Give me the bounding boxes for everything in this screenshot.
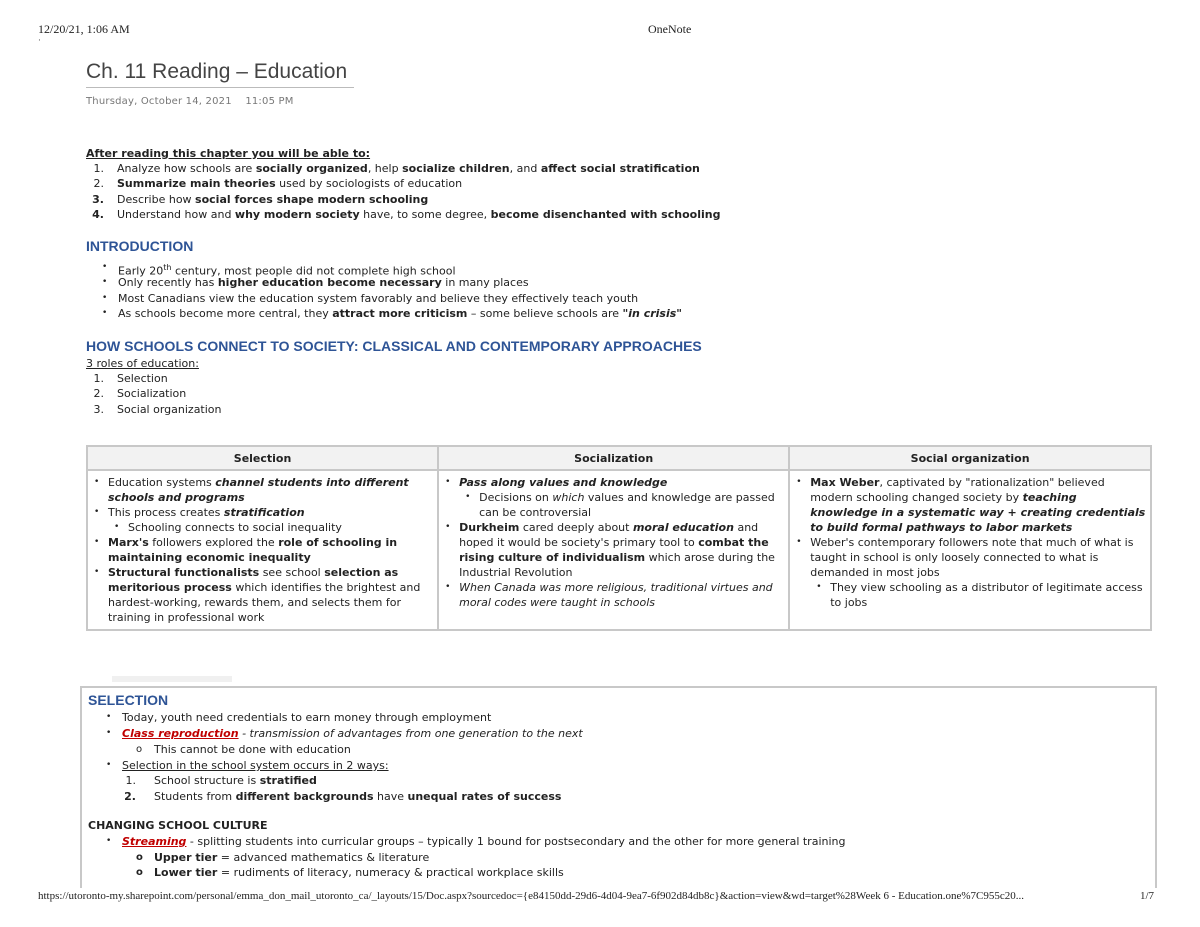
table-row — [87, 470, 1151, 630]
bullet-icon: • — [94, 567, 100, 577]
table-cell-segment: This process creates — [108, 506, 224, 519]
objective-segment: become disenchanted with schooling — [490, 207, 721, 221]
table-cell-segment: combat the rising culture of individualism — [459, 536, 769, 564]
introduction-segment: th — [163, 263, 172, 272]
introduction-heading: INTRODUCTION — [86, 238, 194, 254]
table-cell-segment: They view schooling as a distributor of legitimate access to jobs — [830, 581, 1143, 609]
streaming-term: Streaming — [122, 835, 187, 848]
table-cell-segment: Decisions on — [479, 491, 553, 504]
table-cell-item — [445, 580, 784, 610]
table-cell-segment: channel students into different schools and programs — [108, 476, 409, 504]
objective-segment: social forces shape modern schooling — [195, 192, 429, 206]
role-number: 1. — [93, 372, 104, 385]
objective-number: 3. — [92, 192, 104, 206]
table-cell-selection — [87, 470, 438, 630]
table-cell-segment: moral education — [632, 521, 734, 534]
introduction-segment: in many places — [441, 276, 529, 290]
bullet-icon: • — [94, 477, 100, 487]
roles-table — [86, 445, 1152, 631]
class-reproduction-term: Class reproduction — [122, 727, 239, 740]
objectives-heading: After reading this chapter you will be able to: — [86, 147, 371, 160]
bullet-icon: • — [102, 292, 108, 303]
table-cell-segment: selection as meritorious process — [108, 566, 399, 594]
role-text: Selection — [117, 372, 168, 385]
selection-way-text — [154, 773, 317, 788]
table-cell-segment: which identifies the brightest and hardest-working, rewards them, and selects them for training in professional work — [108, 581, 421, 624]
selection-way-segment: School structure is — [154, 774, 260, 787]
bullet-icon: • — [94, 507, 100, 517]
objective-text — [117, 207, 720, 222]
bullet-icon: • — [816, 582, 822, 592]
section-divider — [112, 676, 232, 682]
objective-segment: Describe how — [117, 192, 196, 206]
upper-tier-def: = advanced mathematics & literature — [217, 851, 430, 864]
objective-text — [117, 176, 462, 191]
table-cell-socialization — [438, 470, 789, 630]
table-cell-item — [94, 520, 433, 535]
bullet-icon: • — [102, 262, 108, 272]
role-text: Social organization — [117, 402, 222, 416]
objective-segment: used by sociologists of education — [275, 177, 463, 191]
selection-bullet-1-text: Today, youth need credentials to earn money through employment — [122, 711, 492, 724]
table-cell-item — [94, 535, 433, 565]
table-cell-segment: Structural functionalists — [108, 566, 260, 579]
selection-sub-bullet-text: This cannot be done with education — [154, 743, 351, 756]
table-cell-segment: Max Weber — [810, 476, 880, 489]
objective-segment: why modern society — [234, 207, 360, 221]
selection-way-segment: different backgrounds — [235, 789, 374, 803]
table-cell-item — [445, 490, 784, 520]
table-cell-item — [94, 505, 433, 520]
bullet-icon: • — [102, 307, 108, 318]
upper-tier-term: Upper tier — [154, 851, 218, 864]
table-cell-segment: values and knowledge are passed can be controversial — [479, 491, 775, 519]
objective-segment: socially organized — [255, 162, 368, 175]
table-cell-item — [445, 520, 784, 580]
roles-label: 3 roles of education: — [86, 357, 199, 370]
print-footer-page: 1/7 — [1140, 890, 1155, 902]
table-cell-segment: Marx's — [108, 536, 149, 549]
table-cell-segment: see school — [259, 566, 325, 579]
lower-tier-term: Lower tier — [154, 866, 218, 879]
bullet-icon: • — [94, 537, 100, 547]
selection-way-segment: unequal rates of success — [407, 789, 562, 803]
table-cell-item — [94, 475, 433, 505]
objective-number: 1. — [93, 162, 104, 175]
bullet-icon: • — [465, 492, 471, 502]
bullet-icon: • — [445, 582, 451, 592]
introduction-text — [118, 275, 529, 290]
page-mark: · — [38, 36, 41, 46]
objective-segment: have, to some degree, — [359, 207, 491, 221]
page-time: 11:05 PM — [245, 96, 294, 107]
selection-way-segment: Students from — [154, 789, 236, 803]
role-number: 3. — [93, 402, 104, 416]
introduction-segment: As schools become more central, they — [118, 306, 333, 320]
table-cell-segment: role of schooling in maintaining economic inequality — [108, 536, 398, 564]
table-cell-item — [796, 475, 1146, 535]
table-cell-item — [94, 565, 433, 625]
introduction-segment: century, most people did not complete high school — [171, 264, 456, 278]
streaming-def: - splitting students into curricular groups – typically 1 bound for postsecondary and the other for more general training — [186, 835, 846, 848]
table-cell-item — [445, 475, 784, 490]
objective-segment: Analyze how schools are — [117, 162, 256, 175]
table-cell-item — [796, 580, 1146, 610]
objective-number: 4. — [92, 207, 104, 221]
selection-way-text — [154, 789, 561, 804]
selection-way-segment: have — [373, 789, 408, 803]
introduction-segment: "in crisis" — [622, 306, 683, 320]
objective-segment: socialize children — [402, 162, 510, 175]
selection-way-number: 2. — [124, 789, 136, 803]
objective-segment: , and — [509, 162, 541, 175]
class-reproduction-def: - transmission of advantages from one generation to the next — [238, 727, 583, 740]
objective-segment: , help — [367, 162, 403, 175]
bullet-icon: • — [445, 477, 451, 487]
objective-text — [117, 161, 700, 176]
selection-way-segment: stratified — [259, 774, 317, 787]
introduction-segment: Only recently has — [118, 276, 218, 290]
bullet-icon: • — [796, 537, 802, 547]
table-cell-segment: followers explored the — [148, 536, 279, 549]
table-header-selection: Selection — [87, 446, 438, 470]
introduction-segment: – some believe schools are — [467, 306, 623, 320]
print-footer-url: https://utoronto-my.sharepoint.com/personal/emma_don_mail_utoronto_ca/_layouts/15/Doc.aspx?sourcedoc={e84150dd-29d6-4d04-9ea7-6f902d84db8c}&action=view&wd=target%28Week 6 - Education.one%7C955c20... — [38, 890, 1024, 902]
table-cell-segment: Durkheim — [459, 521, 520, 534]
page-date — [86, 96, 294, 107]
introduction-segment: higher education become necessary — [217, 276, 442, 290]
bullet-icon: • — [114, 522, 120, 532]
table-cell-segment: Schooling connects to social inequality — [128, 521, 342, 534]
introduction-segment: Early 20 — [118, 264, 164, 278]
print-header-app: OneNote — [648, 22, 692, 36]
table-cell-segment: Education systems — [108, 476, 216, 489]
objective-number: 2. — [93, 177, 104, 191]
bullet-icon: • — [102, 277, 108, 288]
objective-segment: affect social stratification — [540, 162, 700, 175]
introduction-text — [118, 306, 682, 321]
bullet-icon: • — [445, 522, 451, 532]
introduction-segment: attract more criticism — [332, 306, 468, 320]
selection-way-number: 1. — [125, 774, 136, 787]
table-header-socialization: Socialization — [438, 446, 789, 470]
selection-bullet-3-text: Selection in the school system occurs in 2 ways: — [122, 759, 389, 772]
table-cell-segment: which — [552, 491, 585, 504]
introduction-text — [118, 291, 638, 306]
table-cell-segment: cared deeply about — [519, 521, 633, 534]
introduction-segment: Most Canadians view the education system favorably and believe they effectively teach youth — [118, 291, 639, 305]
table-cell-item — [796, 535, 1146, 580]
table-header-row — [87, 446, 1151, 470]
objective-segment: Summarize main theories — [117, 177, 276, 191]
table-cell-segment: When Canada was more religious, traditional virtues and moral codes were taught in schools — [459, 581, 773, 609]
table-cell-segment: teaching knowledge in a systematic way + creating credentials to build formal pathways to labor markets — [810, 491, 1146, 534]
table-cell-segment: , captivated by "rationalization" believed modern schooling changed society by — [810, 476, 1105, 504]
print-header-datetime: 12/20/21, 1:06 AM — [38, 22, 130, 36]
page-date-day: Thursday, October 14, 2021 — [86, 96, 232, 107]
selection-heading: SELECTION — [88, 692, 169, 708]
role-text: Socialization — [117, 387, 187, 401]
table-cell-segment: stratification — [223, 506, 305, 519]
objective-text — [117, 192, 428, 207]
page-title: Ch. 11 Reading – Education — [86, 60, 348, 83]
table-cell-segment: and hoped it would be society's primary tool to — [459, 521, 759, 549]
lower-tier-def: = rudiments of literacy, numeracy & practical workplace skills — [217, 866, 564, 879]
connect-heading: HOW SCHOOLS CONNECT TO SOCIETY: CLASSICAL AND CONTEMPORARY APPROACHES — [86, 338, 702, 354]
title-underline — [86, 87, 354, 88]
table-cell-segment: which arose during the Industrial Revolution — [459, 551, 775, 579]
role-number: 2. — [93, 387, 104, 401]
table-header-social-organization: Social organization — [789, 446, 1151, 470]
table-cell-segment: Weber's contemporary followers note that much of what is taught in school is only loosely connected to what is demanded in most jobs — [810, 536, 1134, 579]
objective-segment: Understand how and — [117, 207, 235, 221]
changing-school-culture-heading: CHANGING SCHOOL CULTURE — [88, 819, 268, 832]
table-cell-social-organization — [789, 470, 1151, 630]
bullet-icon: • — [796, 477, 802, 487]
table-cell-segment: Pass along values and knowledge — [459, 476, 668, 489]
